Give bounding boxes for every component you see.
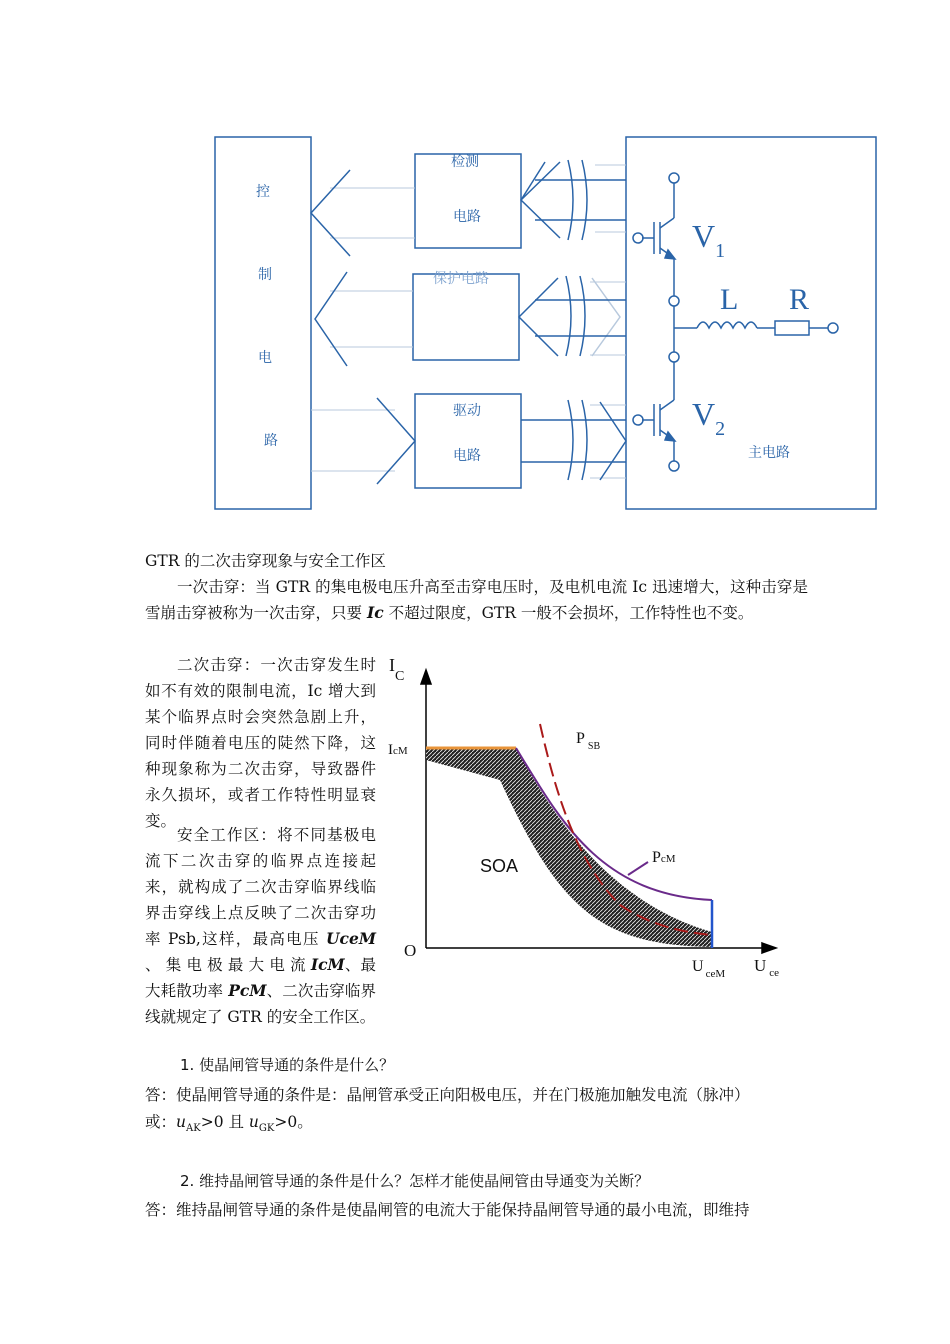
icm-sub: cM (393, 745, 408, 757)
protect-label: 保护电路 (433, 271, 489, 287)
v1-main: V (692, 218, 716, 254)
pcm-pointer (628, 862, 648, 875)
pcm-sub: cM (660, 853, 676, 865)
icm-label (388, 742, 408, 759)
u-ak-sub: AK (186, 1123, 201, 1135)
mid-terminal-icon (669, 296, 679, 306)
y-axis-label (389, 655, 405, 684)
v1-gate-terminal-icon (633, 233, 643, 243)
para3-pre: 安全工作区：将不同基极电流下二次击穿的临界点连接起来，就构成了二次击穿临界线临界击穿线上点反映了二次击穿功率 Psb,这样，最高电压 (145, 826, 376, 948)
psb-sub: SB (587, 741, 601, 752)
detect-label-2: 电路 (453, 209, 481, 225)
pcm-label (652, 849, 676, 867)
ucem-label (692, 958, 726, 980)
para-first-breakdown (145, 574, 808, 626)
para1-em: Ic (366, 603, 384, 622)
main-circuit-schematic (633, 173, 838, 471)
control-char-3: 电 (258, 350, 272, 366)
ucem-sub: ceM (705, 968, 726, 980)
cond-pre: 或： (145, 1113, 177, 1131)
para3-em2: IcM (310, 955, 345, 974)
para3-em3: PcM (228, 981, 267, 1000)
para-safe-area (145, 822, 376, 1030)
bottom-terminal-icon (669, 461, 679, 471)
answer-2: 答：维持晶闸管导通的条件是使晶闸管的电流大于能保持晶闸管导通的最小电流，即维持 (145, 1201, 750, 1219)
y-axis-main: I (389, 655, 395, 675)
main-circuit-label: 主电路 (748, 445, 790, 461)
drive-label-2: 电路 (453, 448, 481, 464)
answer-1-condition (145, 1109, 313, 1142)
para3-mid1: 、 集 电 极 最 大 电 流 (145, 956, 311, 974)
control-char-4: 路 (264, 433, 278, 449)
inductor-label: L (720, 283, 739, 316)
ucem-main: U (692, 958, 704, 975)
v2-label (692, 398, 725, 445)
u-ak: u (176, 1113, 186, 1131)
protect-arrow-head (315, 272, 347, 366)
cond-mid: >0 且 (200, 1113, 249, 1131)
uce-sub: ce (769, 967, 780, 979)
para3-em1: UceM (326, 929, 376, 948)
uce-label (754, 956, 780, 979)
question-1: 1. 使晶闸管导通的条件是什么？ (180, 1056, 395, 1074)
soa-label: SOA (480, 856, 519, 876)
soa-hatched-boundary (426, 748, 712, 947)
para3-post: 、二次击穿临界线就规定了 GTR 的安全工作区。 (145, 982, 376, 1026)
section-heading: GTR 的二次击穿现象与安全工作区 (145, 552, 386, 570)
top-terminal-icon (669, 173, 679, 183)
para-second-breakdown: 二次击穿：一次击穿发生时如不有效的限制电流，Ic 增大到某个临界点时会突然急剧上升，同时伴随着电压的陡然下降，这种现象称为二次击穿，导致器件永久损坏，或者工作特性明显衰变。 (145, 656, 376, 830)
answer-1: 答：使晶闸管导通的条件是：晶闸管承受正向阳极电压，并在门极施加触发电流（脉冲） (145, 1086, 750, 1104)
psb-main: P (576, 730, 585, 747)
psb-label (576, 730, 601, 752)
origin-label: O (404, 941, 417, 960)
control-char-2: 制 (258, 267, 272, 283)
x-axis-arrow (762, 943, 776, 953)
detect-arrow-head (311, 170, 350, 256)
output-terminal-icon (828, 323, 838, 333)
icm-main: I (388, 742, 393, 758)
u-gk: u (248, 1113, 259, 1131)
soa-chart (380, 650, 800, 990)
para3-mid2: 、最大耗散功率 (145, 956, 376, 1000)
para1-post: 不超过限度，GTR 一般不会损坏，工作特性也不变。 (383, 604, 754, 622)
detect-label-1: 检测 (451, 154, 479, 170)
y-axis-arrow (421, 670, 431, 684)
v2-sub: 2 (715, 418, 726, 440)
drive-label-1: 驱动 (453, 403, 481, 419)
pcm-main: P (652, 849, 661, 866)
resistor-icon (775, 321, 809, 335)
cond-post: >0。 (274, 1113, 313, 1131)
uce-main: U (754, 956, 767, 975)
question-2: 2. 维持晶闸管导通的条件是什么？怎样才能使晶闸管由导通变为关断？ (180, 1172, 650, 1190)
control-char-1: 控 (256, 184, 270, 200)
inductor-icon (697, 322, 757, 328)
resistor-label: R (789, 283, 810, 316)
u-gk-sub: GK (258, 1123, 275, 1135)
para1-pre: 一次击穿：当 GTR 的集电极电压升高至击穿电压时，及电机电流 Ic 迅速增大，这种击穿是雪崩击穿被称为一次击穿，只要 (145, 578, 808, 622)
v2-main: V (692, 396, 716, 432)
v1-sub: 1 (715, 240, 726, 262)
y-axis-sub: C (395, 669, 405, 684)
v2-gate-terminal-icon (633, 415, 643, 425)
v1-label (692, 220, 725, 267)
